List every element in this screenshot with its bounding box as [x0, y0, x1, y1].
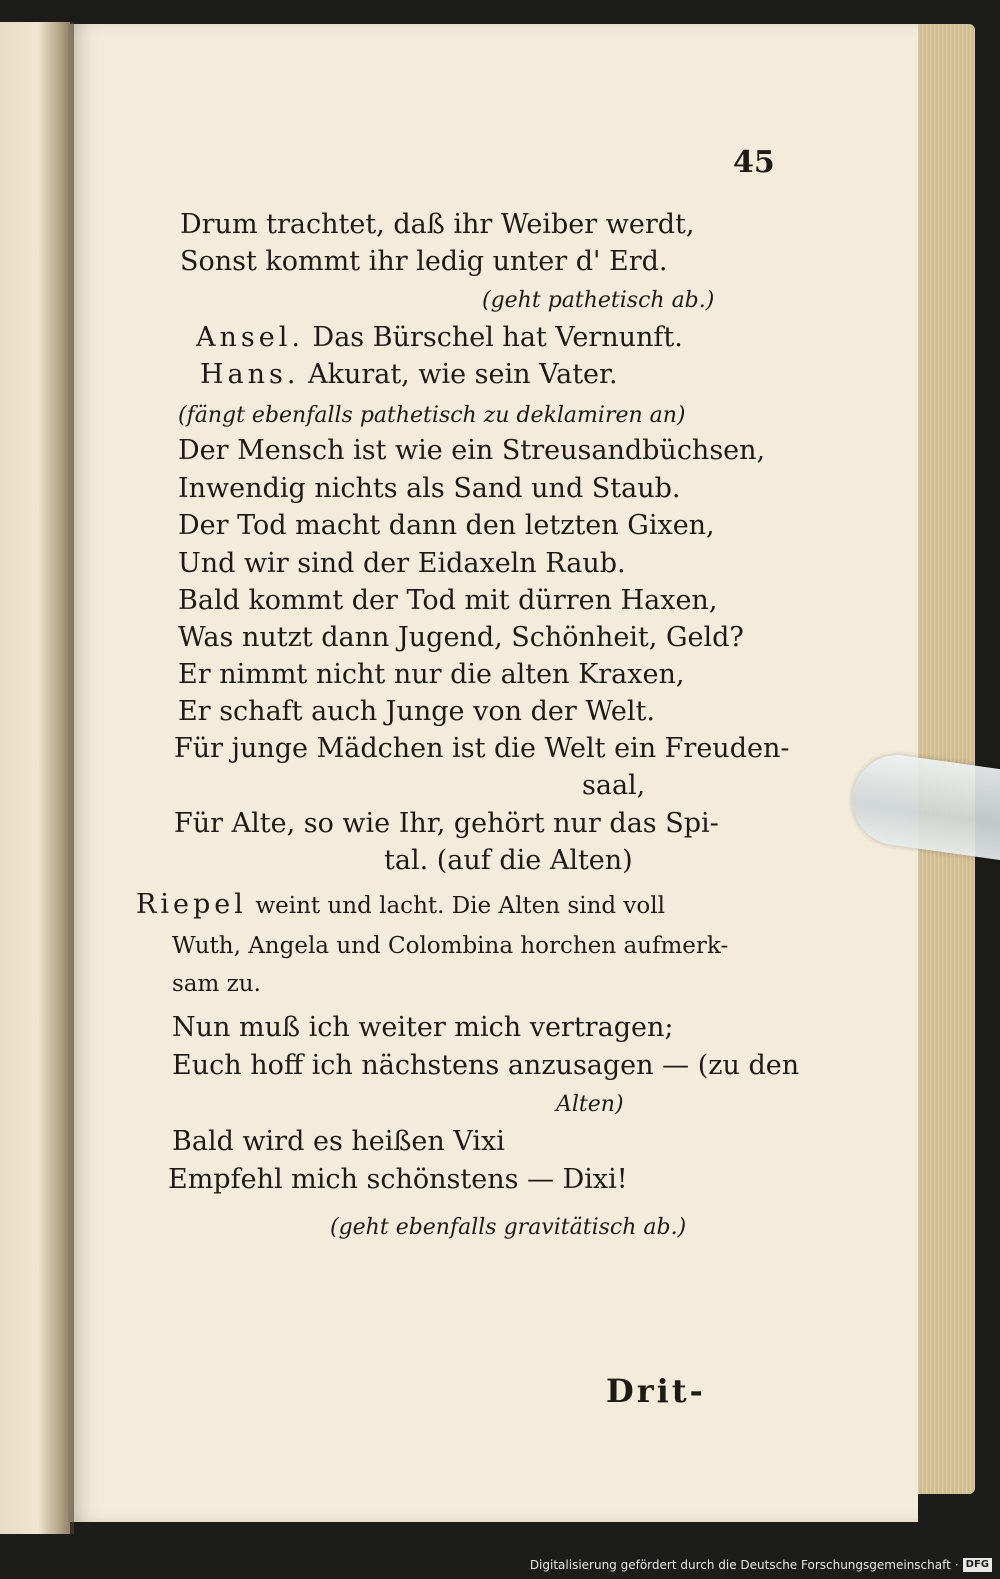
verse-line: Für Alte, so wie Ihr, gehört nur das Spi-: [174, 808, 719, 839]
dfg-logo: DFG: [963, 1558, 992, 1572]
verse-line: Inwendig nichts als Sand und Staub.: [178, 473, 681, 504]
digitization-credit: [530, 1557, 992, 1573]
dialogue-text: Das Bürschel hat Vernunft.: [312, 322, 683, 353]
speaker-name: Hans.: [200, 359, 300, 390]
stage-direction: Wuth, Angela und Colombina horchen aufmerk-: [172, 933, 729, 959]
verse-line: Und wir sind der Eidaxeln Raub.: [178, 548, 626, 579]
verse-line: Der Mensch ist wie ein Streusandbüchsen,: [178, 435, 766, 466]
verse-line: Für junge Mädchen ist die Welt ein Freuden-: [174, 733, 790, 764]
verse-line: Was nutzt dann Jugend, Schönheit, Geld?: [178, 622, 744, 653]
stage-direction: (fängt ebenfalls pathetisch zu deklamiren an): [178, 403, 686, 428]
page-number: 45: [733, 145, 775, 180]
verse-line: Drum trachtet, daß ihr Weiber werdt,: [180, 209, 695, 240]
catchword: Drit-: [606, 1372, 706, 1410]
verse-line: Er nimmt nicht nur die alten Kraxen,: [178, 659, 685, 690]
verse-line: Empfehl mich schönstens — Dixi!: [168, 1164, 628, 1195]
dialogue-text: Akurat, wie sein Vater.: [308, 359, 618, 390]
verse-line: Nun muß ich weiter mich vertragen;: [172, 1012, 674, 1043]
verse-line: Bald kommt der Tod mit dürren Haxen,: [178, 585, 718, 616]
verse-line: Sonst kommt ihr ledig unter d' Erd.: [180, 246, 668, 277]
stage-direction-text: weint und lacht. Die Alten sind voll: [255, 893, 665, 919]
credit-text: Digitalisierung gefördert durch die Deutsche Forschungsgemeinschaft: [529, 1558, 951, 1572]
stage-direction: (geht ebenfalls gravitätisch ab.): [330, 1215, 687, 1240]
stage-direction: sam zu.: [172, 971, 261, 997]
verse-line: Bald wird es heißen Vixi: [172, 1126, 505, 1157]
verse-line: Euch hoff ich nächstens anzusagen — (zu den: [172, 1050, 800, 1081]
stage-direction: Alten): [556, 1092, 624, 1117]
separator: ·: [954, 1558, 959, 1572]
book-gutter: [38, 22, 74, 1534]
speaker-name: Riepel: [136, 889, 247, 920]
verse-line: Er schaft auch Junge von der Welt.: [178, 696, 655, 727]
verse-line: Der Tod macht dann den letzten Gixen,: [178, 510, 715, 541]
dialogue-line: [200, 357, 618, 393]
speaker-name: Ansel.: [196, 322, 304, 353]
verse-line-continuation: saal,: [582, 770, 646, 801]
dialogue-line: [196, 320, 683, 356]
stage-direction: (geht pathetisch ab.): [482, 288, 715, 313]
verse-line-continuation: tal. (auf die Alten): [384, 845, 633, 876]
stage-direction: [136, 887, 665, 924]
